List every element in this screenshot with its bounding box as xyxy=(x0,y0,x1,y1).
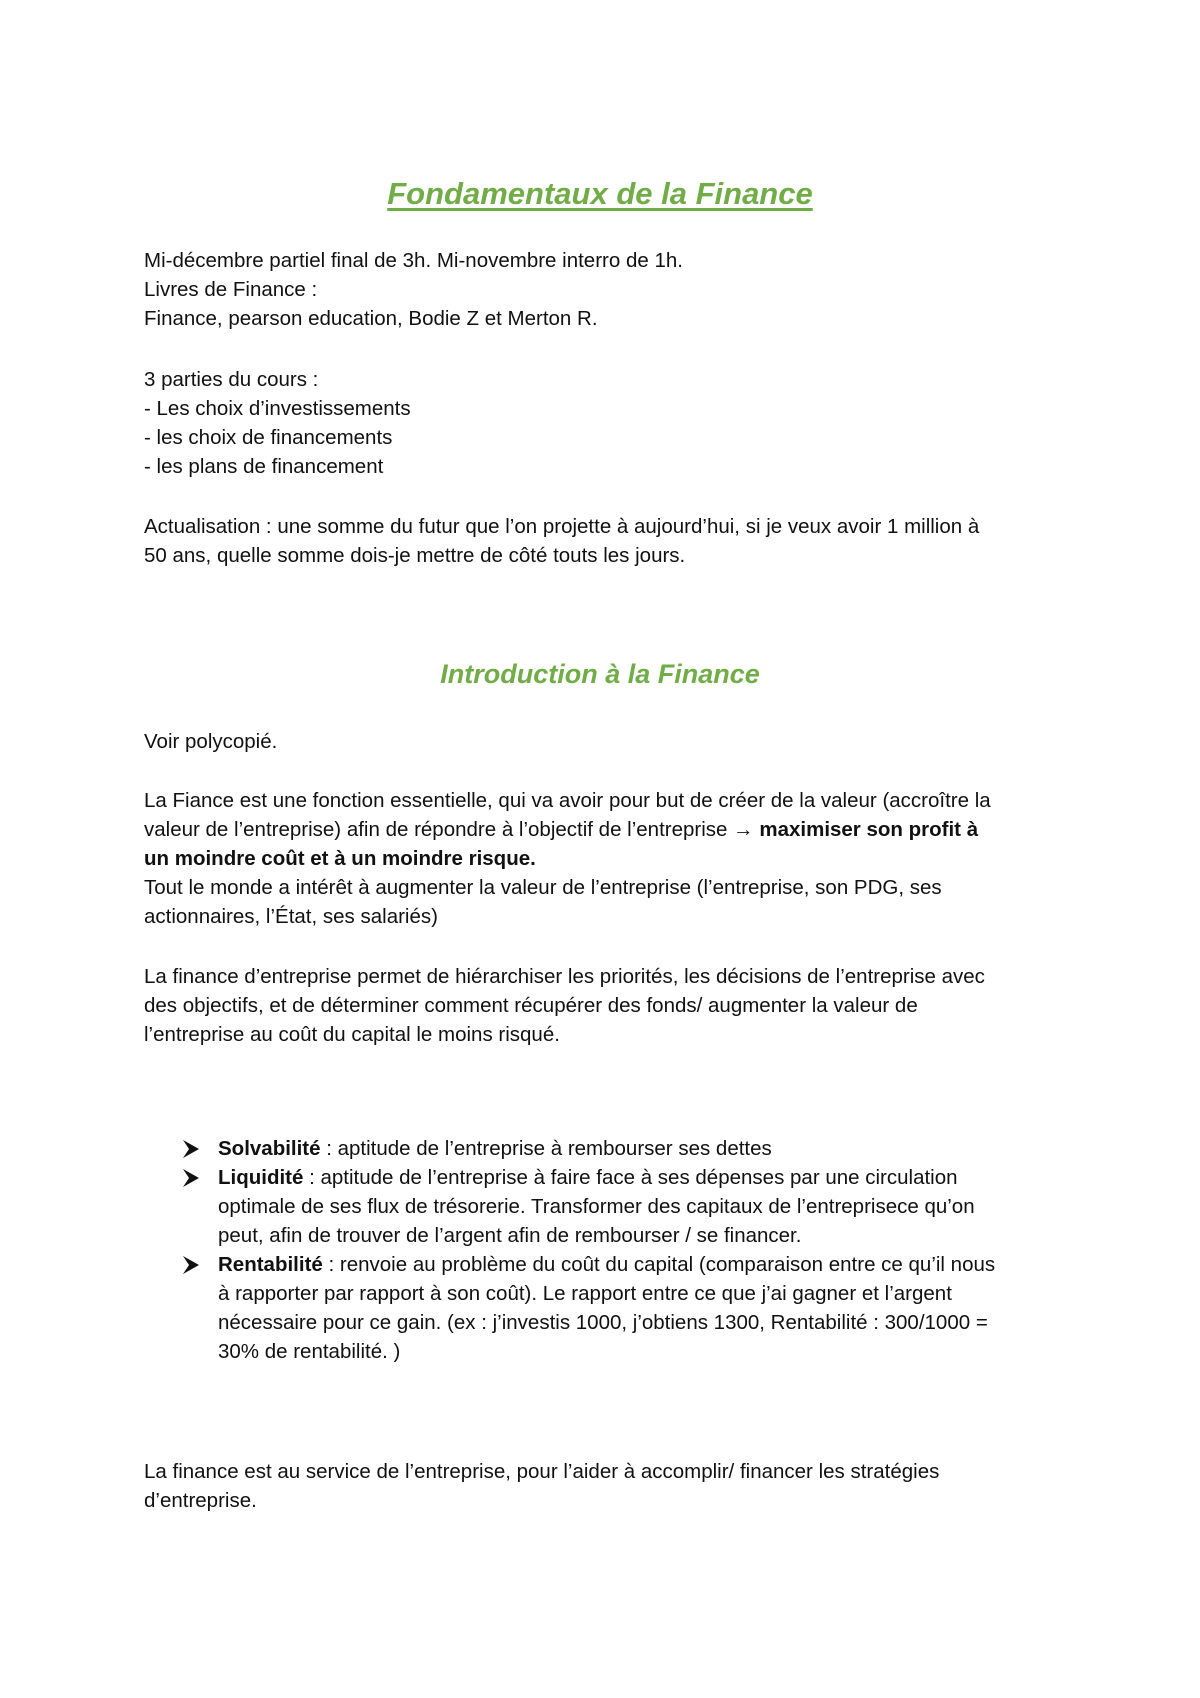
para1-line: Tout le monde a intérêt à augmenter la valeur de l’entreprise (l’entreprise, son PDG, ses xyxy=(144,876,942,899)
section-title: Introduction à la Finance xyxy=(440,659,760,689)
para1-line xyxy=(144,815,978,844)
course-part-item: - les plans de financement xyxy=(144,455,384,478)
intro-line: Finance, pearson education, Bodie Z et Merton R. xyxy=(144,307,598,330)
bullet-line: 30% de rentabilité. ) xyxy=(218,1340,401,1363)
bullet-term: Liquidité xyxy=(218,1166,304,1189)
para2-line: l’entreprise au coût du capital le moins risqué. xyxy=(144,1023,560,1046)
course-part-item: - Les choix d’investissements xyxy=(144,397,411,420)
bullet-term: Rentabilité xyxy=(218,1253,323,1276)
bullet-line: optimale de ses flux de trésorerie. Transformer des capitaux de l’entreprisece qu’on xyxy=(218,1195,975,1218)
bullet-line: peut, afin de trouver de l’argent afin de rembourser / se financer. xyxy=(218,1224,802,1247)
para1-line: actionnaires, l’État, ses salariés) xyxy=(144,905,438,928)
para1-bold-line: un moindre coût et à un moindre risque. xyxy=(144,847,536,870)
bullet-term: Solvabilité xyxy=(218,1137,321,1160)
bullet-line xyxy=(218,1134,772,1163)
conclusion-line: La finance est au service de l’entreprise, pour l’aider à accomplir/ financer les stratégies xyxy=(144,1460,940,1483)
arrowhead-bullet-icon xyxy=(182,1168,200,1188)
conclusion-line: d’entreprise. xyxy=(144,1489,257,1512)
para2-line: La finance d’entreprise permet de hiérarchiser les priorités, les décisions de l’entreprise avec xyxy=(144,965,985,988)
bullet-line xyxy=(218,1163,958,1192)
arrowhead-bullet-icon xyxy=(182,1139,200,1159)
bullet-text: : renvoie au problème du coût du capital (comparaison entre ce qu’il nous xyxy=(322,1253,996,1276)
course-part-item: - les choix de financements xyxy=(144,426,393,449)
bullet-text: : aptitude de l’entreprise à faire face à ses dépenses par une circulation xyxy=(303,1166,958,1189)
right-arrow-icon: → xyxy=(733,818,754,841)
intro-line: Mi-décembre partiel final de 3h. Mi-novembre interro de 1h. xyxy=(144,249,683,272)
para1-bold: maximiser son profit à xyxy=(759,818,979,841)
bullet-text: : aptitude de l’entreprise à rembourser ses dettes xyxy=(320,1137,772,1160)
intro-line: Livres de Finance : xyxy=(144,278,318,301)
actualisation-line: 50 ans, quelle somme dois-je mettre de côté touts les jours. xyxy=(144,544,686,567)
para1-text: valeur de l’entreprise) afin de répondre à l’objectif de l’entreprise xyxy=(144,818,728,841)
para1-line: La Fiance est une fonction essentielle, qui va avoir pour but de créer de la valeur (accroître la xyxy=(144,789,991,812)
voir-polycopie: Voir polycopié. xyxy=(144,730,278,753)
actualisation-line: Actualisation : une somme du futur que l’on projette à aujourd’hui, si je veux avoir 1 million à xyxy=(144,515,980,538)
bullet-line: nécessaire pour ce gain. (ex : j’investis 1000, j’obtiens 1300, Rentabilité : 300/1000 = xyxy=(218,1311,988,1334)
bullet-line: à rapporter par rapport à son coût). Le rapport entre ce que j’ai gagner et l’argent xyxy=(218,1282,952,1305)
bullet-line xyxy=(218,1250,995,1279)
para2-line: des objectifs, et de déterminer comment récupérer des fonds/ augmenter la valeur de xyxy=(144,994,918,1017)
arrowhead-bullet-icon xyxy=(182,1255,200,1275)
document-title: Fondamentaux de la Finance xyxy=(387,176,813,211)
course-parts-heading: 3 parties du cours : xyxy=(144,368,319,391)
